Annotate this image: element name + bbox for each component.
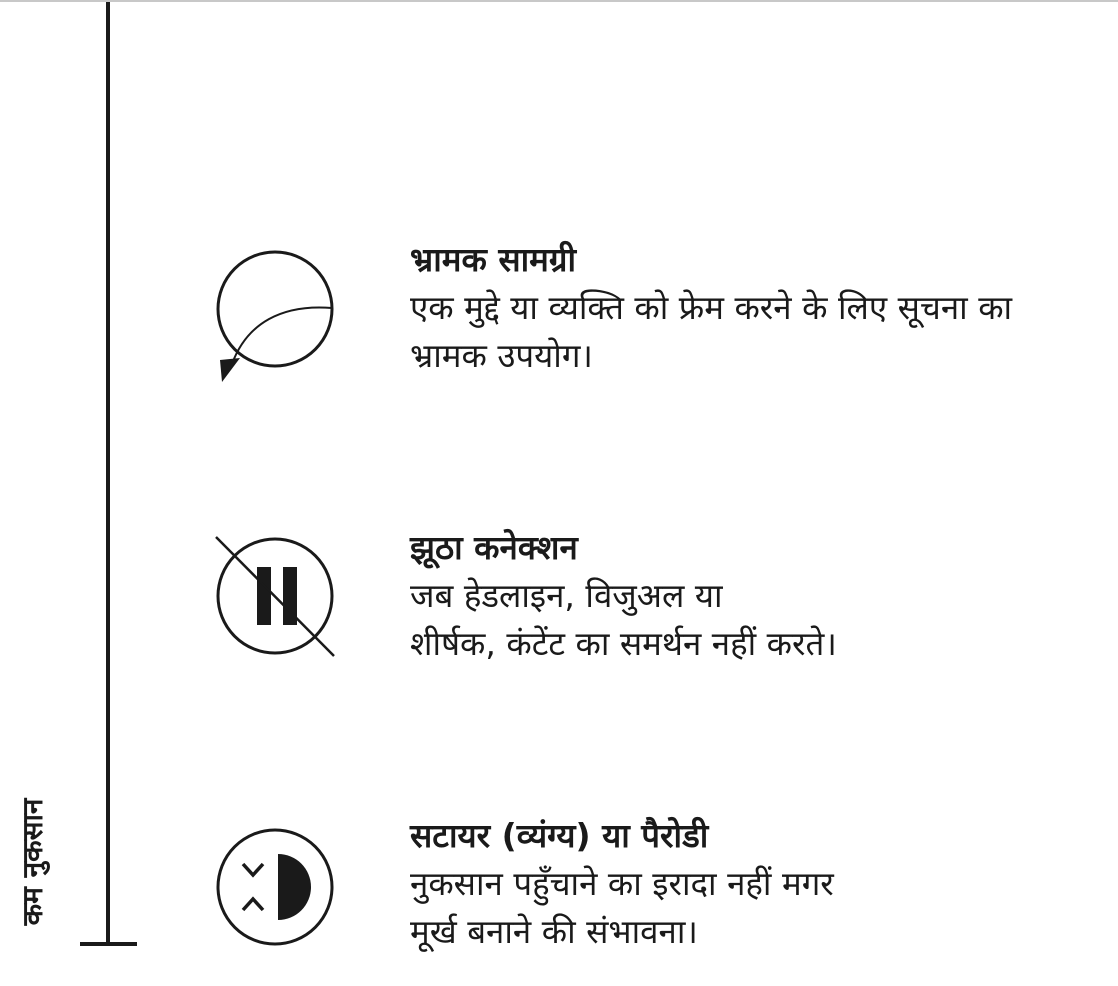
- entry-description-line: मूर्ख बनाने की संभावना।: [410, 912, 698, 951]
- harm-scale-axis: [106, 2, 110, 946]
- entry-description-line: नुकसान पहुँचाने का इरादा नहीं मगर: [410, 864, 834, 903]
- entry-title: झूठा कनेक्शन: [410, 528, 578, 567]
- entry-description-line: भ्रामक उपयोग।: [410, 336, 593, 375]
- entry-description-line: एक मुद्दे या व्यक्ति को फ्रेम करने के लिए सूचना का: [410, 288, 1013, 327]
- entry-title: भ्रामक सामग्री: [410, 240, 577, 279]
- false-connection-icon: [212, 534, 342, 659]
- harm-scale-axis-foot: [80, 942, 137, 946]
- entry-description-line: शीर्षक, कंटेंट का समर्थन नहीं करते।: [410, 624, 837, 663]
- misleading-content-icon: [212, 248, 342, 388]
- entry-description-line: जब हेडलाइन, विजुअल या: [410, 576, 723, 615]
- entry-title: सटायर (व्यंग्य) या पैरोडी: [410, 816, 709, 855]
- top-rule: [0, 0, 1118, 2]
- satire-parody-icon: [212, 826, 342, 950]
- axis-label: कम नुकसान: [16, 798, 49, 926]
